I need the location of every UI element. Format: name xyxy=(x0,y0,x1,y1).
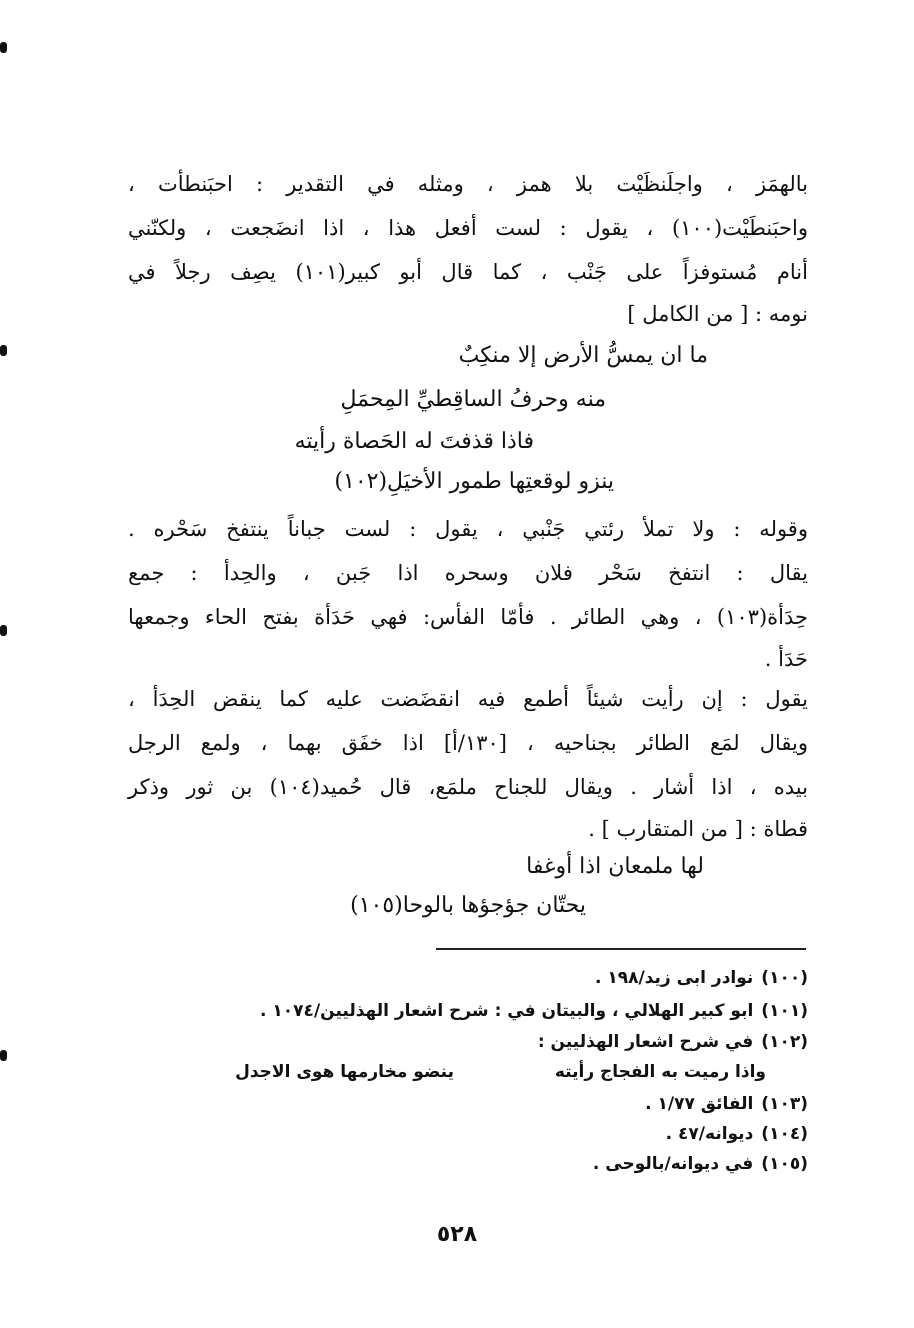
footnote xyxy=(593,1152,808,1176)
body-line: وقوله : ولا تملأ رئتي جَنْبي ، يقول : لست جباناً ينتفخ سَحْره . xyxy=(128,517,808,541)
body-line: يقال : انتفخ سَحْر فلان وسحره اذا جَبن ، والحِدأ : جمع xyxy=(128,561,808,585)
scan-margin-mark xyxy=(0,625,7,636)
footnote xyxy=(666,1122,808,1146)
footnote xyxy=(260,999,808,1023)
footnote-text: ابو كبير الهلالي ، والبيتان في : شرح اشعار الهذليين/١٠٧٤ . xyxy=(260,1001,754,1021)
body-line: نومه : [ من الكامل ] xyxy=(627,302,808,326)
footnote-verse-second-half: ينضو مخارمها هوى الاجدل xyxy=(235,1062,454,1082)
body-line: حَدَأ . xyxy=(764,647,808,671)
scan-margin-mark xyxy=(0,1050,7,1061)
verse-line: فاذا قذفتَ له الحَصاة رأيته xyxy=(294,429,534,454)
scan-margin-mark xyxy=(0,42,7,53)
body-line: أنام مُستوفزاً على جَنْب ، كما قال أبو كبير(١٠١) يصِف رجلاً في xyxy=(128,260,808,284)
verse-line: منه وحرفُ الساقِطيِّ المِحمَلِ xyxy=(340,387,606,412)
verse-line: ما ان يمسُّ الأرض إلا منكِبٌ xyxy=(458,343,708,368)
footnote-text: الفائق ١/٧٧ . xyxy=(645,1094,754,1114)
body-line: حِدَأة(١٠٣) ، وهي الطائر . فأمّا الفأس: فهي حَدَأة بفتح الحاء وجمعها xyxy=(128,605,808,629)
body-line: واحبَنطَيْت(١٠٠) ، يقول : لست أفعل هذا ، اذا انضَجعت ، ولكنّني xyxy=(128,216,808,240)
footnote-number: (١٠٤) xyxy=(761,1124,808,1144)
verse-line: يحتّان جؤجؤها بالوحا(١٠٥) xyxy=(350,893,586,918)
footnote-text: في ديوانه/بالوحى . xyxy=(592,1154,754,1174)
body-line: بيده ، اذا أشار . ويقال للجناح ملمَع، قال حُميد(١٠٤) بن ثور وذكر xyxy=(128,775,808,799)
footnote-number: (١٠١) xyxy=(761,1001,808,1021)
footnote-text: نوادر ابى زيد/١٩٨ . xyxy=(594,968,754,988)
body-line: بالهمَز ، واجلَنظَيْت بلا همز ، ومثله في التقدير : احبَنطأت ، xyxy=(128,172,808,196)
footnote-verse-first-half: واذا رميت به الفجاج رأيته xyxy=(554,1062,766,1082)
page-number: ٥٢٨ xyxy=(436,1222,478,1247)
footnote-number: (١٠٣) xyxy=(761,1094,808,1114)
footnote-text: في شرح اشعار الهذليين : xyxy=(537,1032,754,1052)
footnote-number: (١٠٥) xyxy=(761,1154,808,1174)
footnote xyxy=(595,966,808,990)
footnote xyxy=(645,1092,808,1116)
scan-margin-mark xyxy=(0,345,7,356)
body-line: قطاة : [ من المتقارب ] . xyxy=(588,817,808,841)
body-line: يقول : إن رأيت شيئاً أطمع فيه انقضَضت عليه كما ينقض الحِدَأ ، xyxy=(128,687,808,711)
footnote xyxy=(538,1030,808,1054)
footnote-number: (١٠٢) xyxy=(761,1032,808,1052)
footnote-text: ديوانه/٤٧ . xyxy=(665,1124,754,1144)
footnote-number: (١٠٠) xyxy=(761,968,808,988)
body-line: ويقال لمَع الطائر بجناحيه ، [١٣٠/أ] اذا خفَق بهما ، ولمع الرجل xyxy=(128,731,808,755)
footnote-separator xyxy=(436,948,806,950)
verse-line: لها ملمعان اذا أوغفا xyxy=(526,854,704,879)
verse-line: ينزو لوقعتِها طمور الأخيَلِ(١٠٢) xyxy=(334,469,614,494)
